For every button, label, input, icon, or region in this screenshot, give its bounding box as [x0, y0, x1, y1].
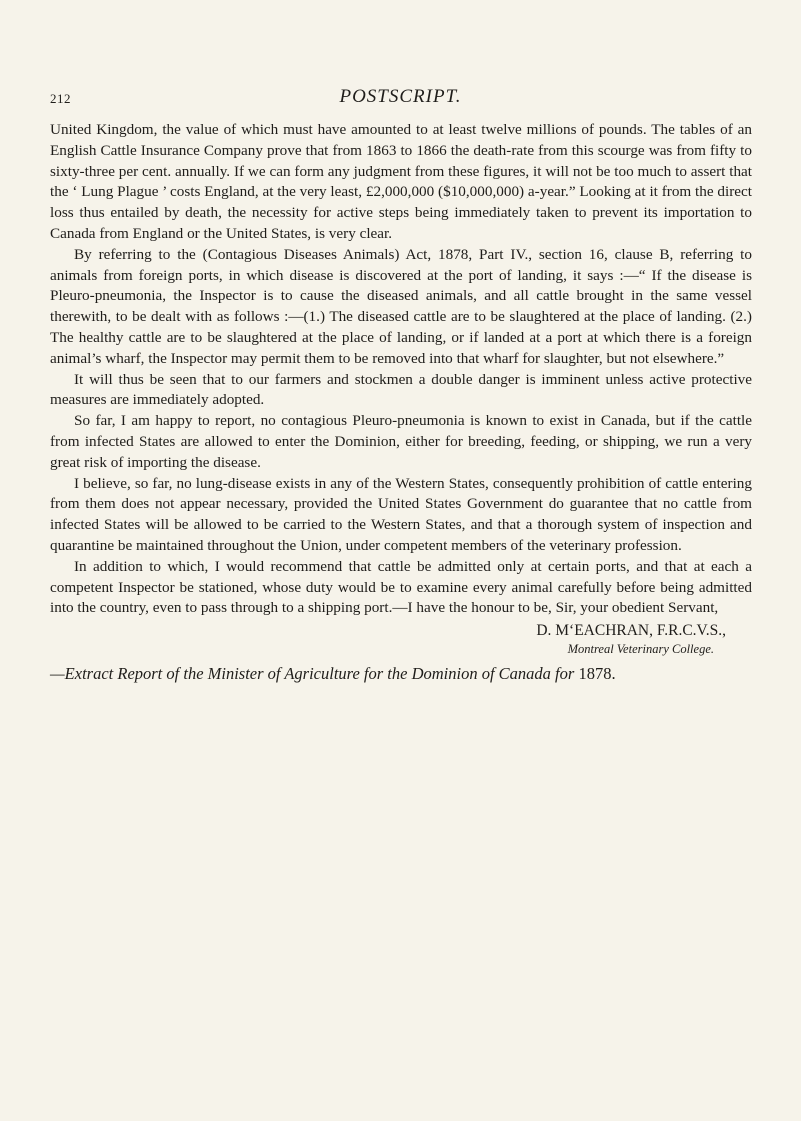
signature-name: D. M‘EACHRAN, F.R.C.V.S.,: [536, 622, 726, 640]
signature-affiliation: Montreal Veterinary College.: [567, 642, 714, 657]
paragraph: I believe, so far, no lung-disease exists in any of the Western States, consequently prohibition of cattle entering from them does not appear necessary, provided the United States Government do guarantee that no cattle from infected States will be allowed to be carried to the Western States, and that a thorough system of inspection and quarantine be maintained throughout the Union, under competent members of the veterinary profession.: [50, 474, 752, 554]
running-head: POSTSCRIPT.: [339, 86, 462, 107]
source-citation-year: 1878.: [578, 664, 616, 684]
signature-block: [50, 621, 726, 659]
paragraph: So far, I am happy to report, no contagious Pleuro-pneumonia is known to exist in Canada, but if the cattle from infected States are allowed to enter the Dominion, either for breeding, feeding, or shipping, we run a very great risk of importing the disease.: [50, 412, 752, 471]
body-text: [50, 120, 752, 684]
source-citation: [50, 663, 752, 684]
paragraph: It will thus be seen that to our farmers and stockmen a double danger is imminent unless active protective measures are immediately adopted.: [50, 370, 752, 409]
paragraph: In addition to which, I would recommend that cattle be admitted only at certain ports, and that at each a competent Inspector be stationed, whose duty would be to examine every animal carefully before being admitted into the country, even to pass through to a shipping port.—I have the honour to be, Sir, your obedient Servant,: [50, 557, 752, 617]
source-citation-text: —Extract Report of the Minister of Agriculture for the Dominion of Canada for: [50, 664, 575, 684]
page-number: 212: [50, 91, 71, 106]
paragraph: By referring to the (Contagious Diseases Animals) Act, 1878, Part IV., section 16, clause B, referring to animals from foreign ports, in which disease is discovered at the port of landing, it says :—“ If the disease is Pleuro-pneumonia, the Inspector is to cause the diseased animals, and all cattle brought in the same vessel therewith, to be dealt with as follows :—(1.) The diseased cattle are to be slaughtered at the place of landing. (2.) The healthy cattle are to be slaughtered at the place of landing, or if landed at a port at which there is a foreign animal’s wharf, the Inspector may permit them to be removed into that wharf for slaughter, but not elsewhere.”: [50, 245, 752, 367]
paragraph: United Kingdom, the value of which must have amounted to at least twelve millions of pounds. The tables of an English Cattle Insurance Company prove that from 1863 to 1866 the death-rate from this scourge was from fifty to sixty-three per cent. annually. If we can form any judgment from these figures, it will not be too much to assert that the ‘ Lung Plague ’ costs England, at the very least, £2,000,000 ($10,000,000) a-year.” Looking at it from the direct loss thus entailed by death, the necessity for active steps being immediately taken to prevent its importation to Canada from England or the United States, is very clear.: [50, 121, 752, 242]
